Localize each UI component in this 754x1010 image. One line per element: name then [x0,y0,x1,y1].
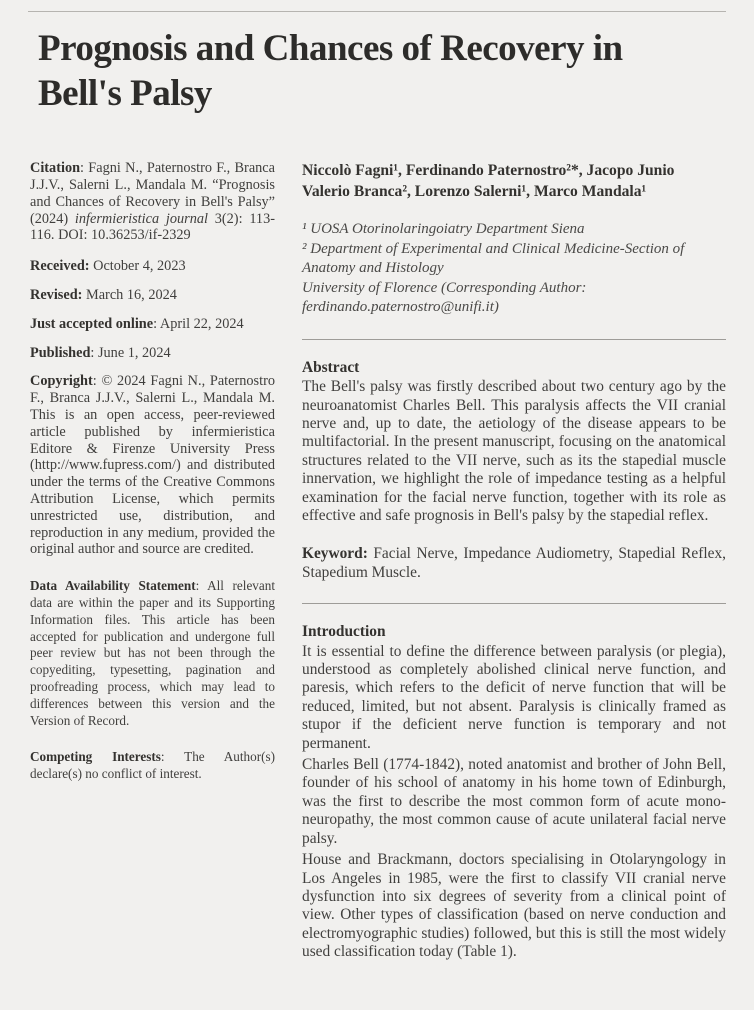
citation-text-2: 3(2): 113-116. DOI: 10.36253/if-2329 [30,210,275,244]
keywords-text: Facial Nerve, Impedance Audiometry, Stapedial Reflex, Stapedium Muscle. [302,545,726,581]
data-availability-text: : All relevant data are within the paper and its Supporting Information files. This article has been accepted for publication and undergone full peer review but has not been through the copyediting, typesetting, pagination and proofreading process, which may lead to differences between this version and the Version of Record. [30,578,275,728]
author-list: Niccolò Fagni¹, Ferdinando Paternostro²*, Jacopo Junio Valerio Branca², Lorenzo Salerni¹, Marco Mandala¹ [302,162,675,201]
introduction-paragraph-3: House and Brackmann, doctors specialising in Otolaryngology in Los Angeles in 1985, were the first to classify VII cranial nerve dysfunction into six degrees of severity from a clinical point of view. Other types of classification (based on nerve conduction and electromyographic studies) followed, but this is still the most widely used classification today (Table 1). [302,851,726,961]
affiliation-2: ² Department of Experimental and Clinical Medicine-Section of Anatomy and Histology [302,240,685,277]
keywords-block [302,545,726,582]
affiliations-block [302,220,726,318]
competing-interests-block [30,749,275,783]
data-availability-label: Data Availability Statement [30,578,196,594]
data-availability-block [30,578,275,729]
published-value: : June 1, 2024 [90,344,171,361]
received-value: October 4, 2023 [89,258,186,275]
main-column [302,160,726,964]
copyright-label: Copyright [30,373,93,390]
keywords-label: Keyword: [302,545,368,563]
introduction-heading: Introduction [302,623,386,641]
revised-label: Revised: [30,287,83,304]
citation-journal-name: infermieristica journal [74,210,208,227]
accepted-value: : April 22, 2024 [153,315,244,332]
revised-date [30,287,275,304]
abstract-text: The Bell's palsy was firstly described about two century ago by the neuroanatomist Charles Bell. This paralysis affects the VII cranial nerve and, up to date, the aetiology of the disease appears to be multifactorial. In the present manuscript, focusing on the anatomical structures related to the VII nerve, such as its the stapedial muscle innervation, we highlight the role of impedance testing as a helpful examination for the facial nerve function, together with its role as effective and safe prognosis in Bell's palsy by the stapedial reflex. [302,378,726,524]
copyright-text: : © 2024 Fagni N., Paternostro F., Branca J.J.V., Salerni L., Mandala M. This is an open access, peer-reviewed article published by infermieristica Editore & Firenze University Press (http://www.fupress.com/) and distributed under the terms of the Creative Commons Attribution License, which permits unrestricted use, distribution, and reproduction in any medium, provided the original author and source are credited. [30,373,275,558]
metadata-column [30,160,275,797]
competing-interests-label: Competing Interests [30,749,161,765]
accepted-label: Just accepted online [30,315,154,332]
accepted-date [30,316,275,333]
introduction-paragraph-1: It is essential to define the difference between paralysis (or plegia), understood as completely abolished clinical nerve function, and paresis, which refers to the deficit of nerve function that will be reduced, limited, but not absent. Paralysis is clinically framed as stupor if the deficient nerve function is temporary and not permanent. [302,642,726,752]
received-label: Received: [30,258,90,275]
affiliation-1: ¹ UOSA Otorinolaringoiatry Department Siena [302,221,585,238]
top-divider [28,11,726,12]
abstract-divider [302,339,726,340]
affiliation-3: University of Florence (Corresponding Author: ferdinando.paternostro@unifi.it) [302,279,587,316]
published-label: Published [30,344,91,361]
introduction-paragraph-2: Charles Bell (1774-1842), noted anatomist and brother of John Bell, founder of his school of anatomy in his home town of Edinburgh, was the first to describe the most common form of acute mono-neuropathy, the most common cause of acute unilateral facial nerve palsy. [302,756,726,847]
competing-interests-text: : The Author(s) declare(s) no conflict of interest. [30,749,276,782]
citation-label: Citation [30,160,81,177]
page-title: Prognosis and Chances of Recovery in Bell's Palsy [38,28,623,115]
citation-block [30,160,275,244]
two-column-layout [28,160,726,964]
abstract-heading: Abstract [302,358,360,376]
received-date [30,258,275,275]
revised-value: March 16, 2024 [82,287,177,304]
introduction-divider [302,603,726,604]
article-page [0,11,754,1010]
published-date [30,345,275,362]
copyright-block [30,373,275,558]
citation-text-1: : Fagni N., Paternostro F., Branca J.J.V., Salerni L., Mandala M. “Prognosis and Chances of Recovery in Bell's Palsy” (2024) [30,160,275,227]
